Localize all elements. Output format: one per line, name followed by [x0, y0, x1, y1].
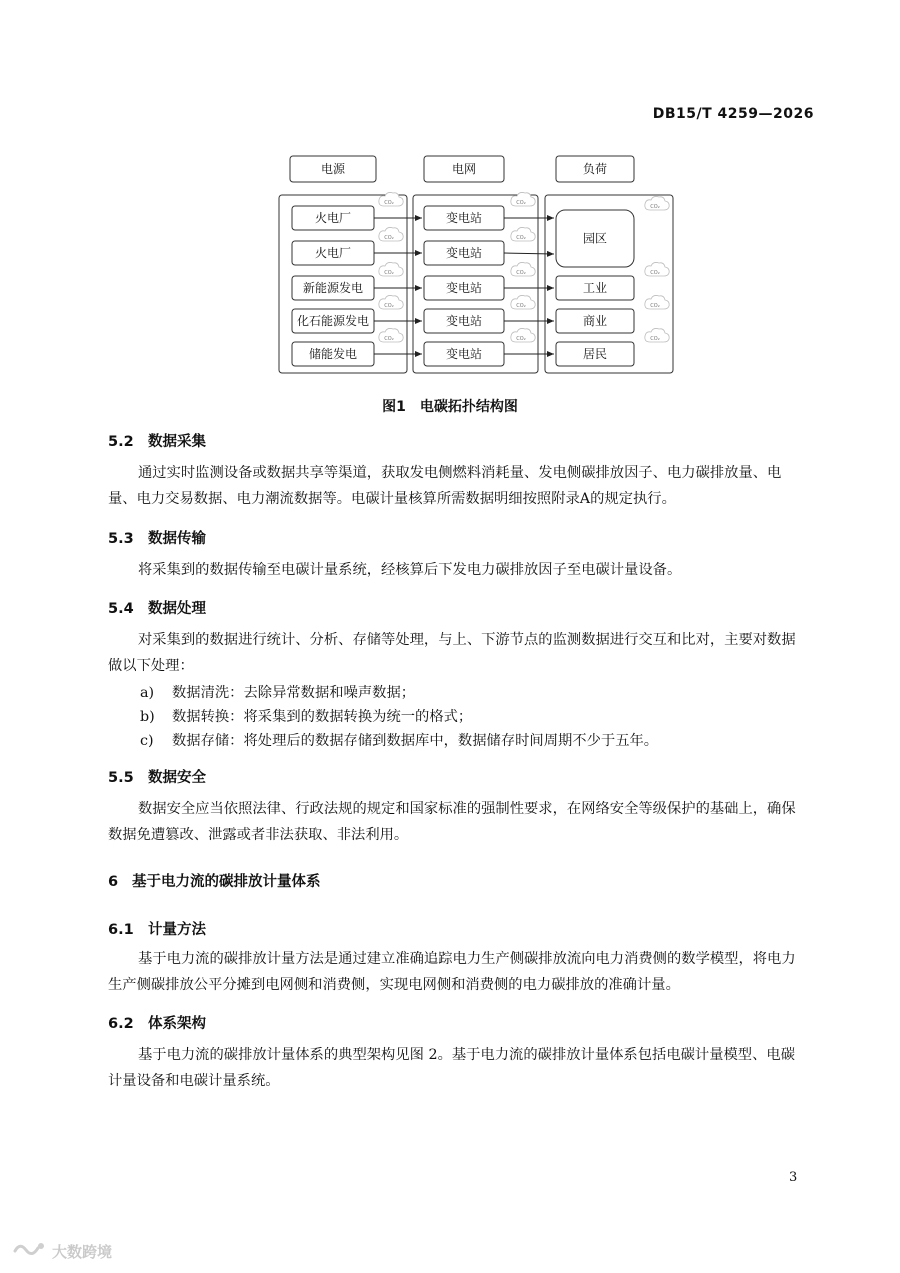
co2-label: CO₂ [650, 336, 660, 342]
heading-6: 6 基于电力流的碳排放计量体系 [108, 874, 321, 890]
co2-label: CO₂ [516, 303, 526, 309]
para-5-3: 将采集到的数据传输至电碳计量系统，经核算后下发电力碳排放因子至电碳计量设备。 [138, 562, 682, 578]
co2-label: CO₂ [384, 336, 394, 342]
list-item: b) 数据转换：将采集到的数据转换为统一的格式； [140, 709, 473, 725]
list-item: c) 数据存储：将处理后的数据存储到数据库中，数据储存时间周期不少于五年。 [140, 733, 659, 749]
co2-label: CO₂ [516, 270, 526, 276]
figure-number: 图1 [382, 399, 406, 415]
para-6-2: 基于电力流的碳排放计量体系的典型架构见图 2。基于电力流的碳排放计量体系包括电碳计量模型、电碳计量设备和电碳计量系统。 [108, 1047, 795, 1089]
substation-node-label: 变电站 [445, 246, 483, 260]
load-node-label: 园区 [582, 231, 608, 246]
co2-label: CO₂ [384, 303, 394, 309]
source-node-label: 化石能源发电 [296, 314, 370, 328]
co2-label: CO₂ [384, 200, 394, 206]
heading-5-2: 5.2 数据采集 [108, 434, 206, 450]
co2-label: CO₂ [650, 303, 660, 309]
co2-label: CO₂ [516, 235, 526, 241]
heading-5-5: 5.5 数据安全 [108, 770, 206, 786]
substation-node-label: 变电站 [445, 347, 483, 361]
source-node-label: 火电厂 [314, 246, 352, 260]
load-node-label: 居民 [582, 347, 608, 361]
list-item: a) 数据清洗：去除异常数据和噪声数据； [140, 685, 416, 701]
brand-logo-icon [12, 1240, 46, 1262]
co2-label: CO₂ [516, 336, 526, 342]
watermark-text: 大数跨境 [52, 1242, 113, 1261]
para-5-4: 对采集到的数据进行统计、分析、存储等处理，与上、下游节点的监测数据进行交互和比对，主要对数据做以下处理： [108, 632, 796, 674]
heading-6-1: 6.1 计量方法 [108, 922, 206, 938]
para-5-2: 通过实时监测设备或数据共享等渠道，获取发电侧燃料消耗量、发电侧碳排放因子、电力碳排放量、电量、电力交易数据、电力潮流数据等。电碳计量核算所需数据明细按照附录A的规定执行。 [108, 465, 782, 507]
document-code: DB15/T 4259—2026 [652, 106, 814, 122]
column-header-label: 电源 [320, 162, 346, 176]
load-node-label: 商业 [582, 314, 608, 328]
para-6-1: 基于电力流的碳排放计量方法是通过建立准确追踪电力生产侧碳排放流向电力消费侧的数学模型，将电力生产侧碳排放公平分摊到电网侧和消费侧，实现电网侧和消费侧的电力碳排放的准确计量。 [108, 951, 796, 993]
co2-label: CO₂ [650, 204, 660, 210]
carbon-topology-diagram [0, 0, 900, 390]
substation-node-label: 变电站 [445, 314, 483, 328]
co2-label: CO₂ [384, 270, 394, 276]
source-node-label: 储能发电 [308, 347, 358, 361]
figure-caption [0, 396, 900, 416]
source-node-label: 火电厂 [314, 211, 352, 225]
co2-label: CO₂ [650, 270, 660, 276]
figure-title: 电碳拓扑结构图 [419, 399, 518, 415]
substation-node-label: 变电站 [445, 281, 483, 295]
page-number: 3 [789, 1170, 798, 1185]
column-header-label: 电网 [451, 162, 477, 176]
substation-node-label: 变电站 [445, 211, 483, 225]
heading-5-4: 5.4 数据处理 [108, 601, 206, 617]
watermark [12, 1240, 112, 1262]
co2-label: CO₂ [384, 235, 394, 241]
para-5-5: 数据安全应当依照法律、行政法规的规定和国家标准的强制性要求，在网络安全等级保护的基础上，确保数据免遭篡改、泄露或者非法获取、非法利用。 [108, 801, 796, 843]
co2-label: CO₂ [516, 200, 526, 206]
load-node-label: 工业 [582, 281, 608, 295]
source-node-label: 新能源发电 [302, 281, 364, 295]
flow-arrow [504, 253, 554, 254]
heading-6-2: 6.2 体系架构 [108, 1016, 206, 1032]
column-header-label: 负荷 [582, 162, 608, 176]
heading-5-3: 5.3 数据传输 [108, 531, 206, 547]
